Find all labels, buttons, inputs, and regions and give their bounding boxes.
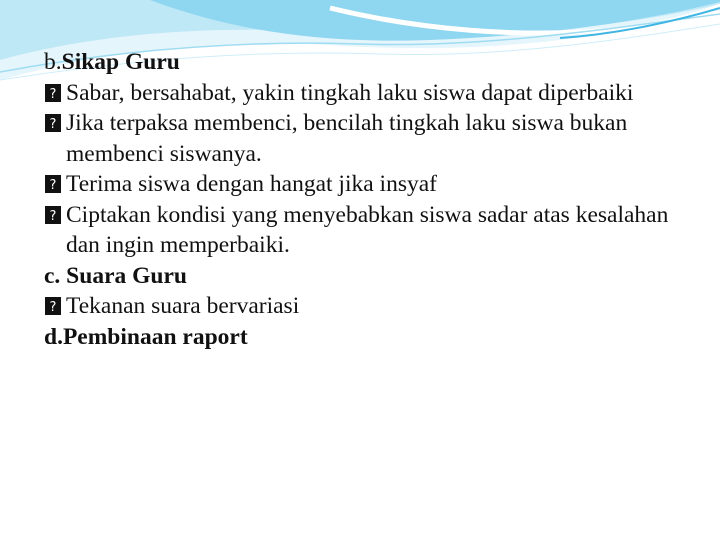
missing-glyph-icon bbox=[44, 83, 62, 103]
heading-prefix: b. bbox=[44, 49, 62, 75]
bullet-item bbox=[44, 169, 694, 200]
bullet-text: Sabar, bersahabat, yakin tingkah laku siswa dapat diperbaiki bbox=[66, 79, 634, 106]
missing-glyph-icon bbox=[44, 205, 62, 225]
slide-content bbox=[44, 47, 694, 352]
bullet-item bbox=[44, 291, 694, 322]
bullet-text: Jika terpaksa membenci, bencilah tingkah laku siswa bukan membenci siswanya. bbox=[66, 110, 628, 167]
svg-text:?: ? bbox=[49, 86, 57, 102]
heading-suara-guru: c. Suara Guru bbox=[44, 262, 187, 289]
svg-text:?: ? bbox=[49, 300, 57, 315]
bullet-item bbox=[44, 200, 694, 261]
heading-sikap-guru bbox=[44, 47, 694, 78]
bullet-text: Tekanan suara bervariasi bbox=[66, 293, 300, 319]
svg-text:?: ? bbox=[49, 208, 57, 224]
missing-glyph-icon bbox=[44, 296, 62, 316]
bullet-text: Terima siswa dengan hangat jika insyaf bbox=[66, 171, 437, 197]
missing-glyph-icon bbox=[44, 174, 62, 194]
bullet-item bbox=[44, 108, 694, 169]
heading-text: Sikap Guru bbox=[61, 49, 180, 75]
bullet-item bbox=[44, 78, 694, 109]
missing-glyph-icon bbox=[44, 113, 62, 133]
bullet-text: Ciptakan kondisi yang menyebabkan siswa sadar atas kesalahan dan ingin memperbaiki. bbox=[66, 201, 669, 258]
heading-pembinaan-raport: d.Pembinaan raport bbox=[44, 323, 248, 350]
svg-text:?: ? bbox=[49, 178, 57, 193]
svg-text:?: ? bbox=[49, 117, 57, 132]
